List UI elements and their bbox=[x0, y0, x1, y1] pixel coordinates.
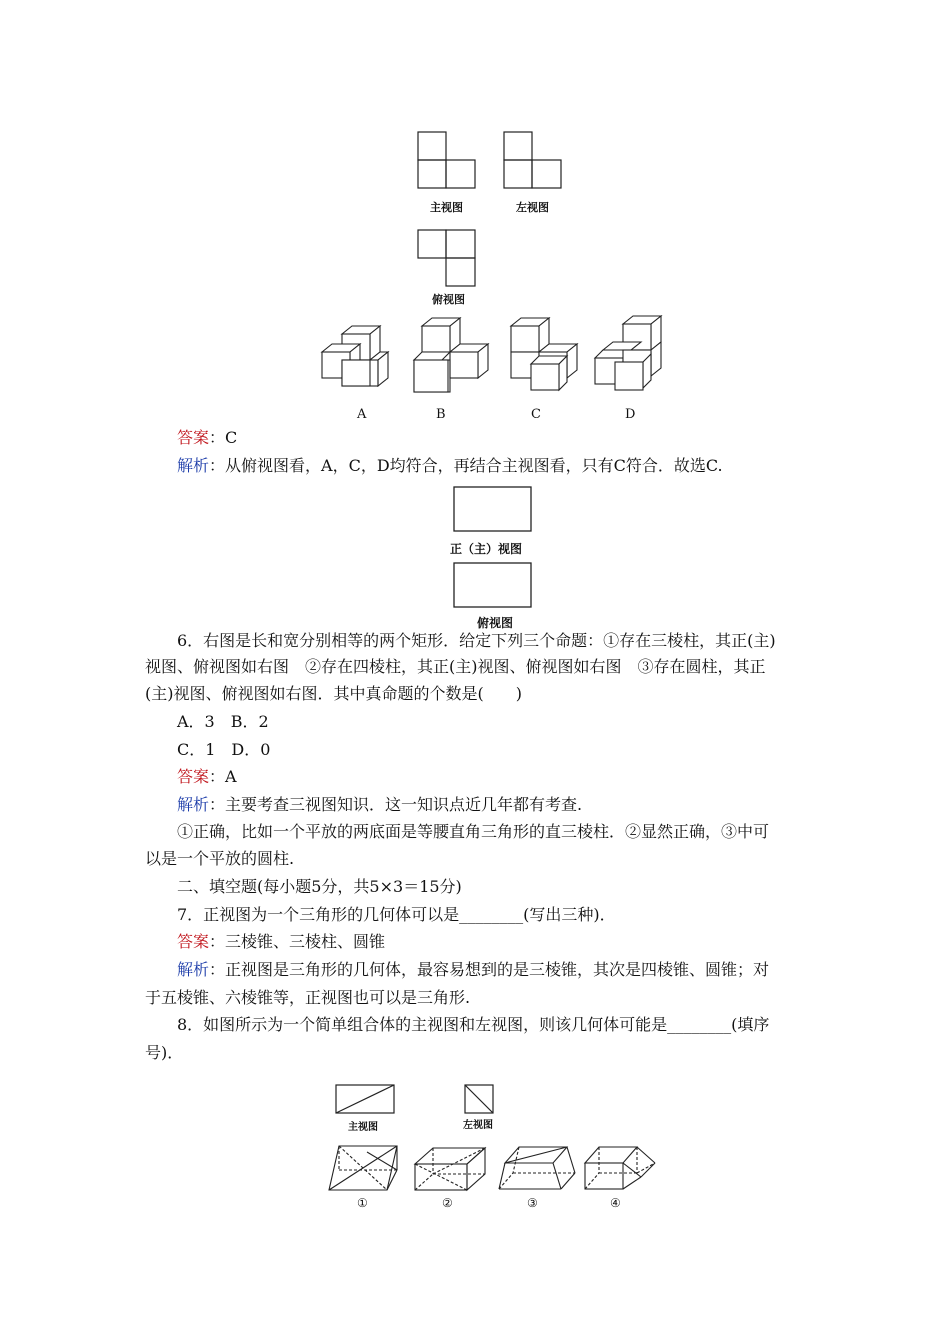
q5-option-b-label: B bbox=[436, 407, 446, 422]
q5-analysis bbox=[177, 455, 723, 477]
q5-front-label: 主视图 bbox=[430, 201, 463, 214]
q6-options-1: A．3 B．2 bbox=[177, 712, 269, 731]
q8-front-label: 主视图 bbox=[348, 1122, 378, 1133]
analysis-label: 解析 bbox=[177, 960, 210, 979]
q8-left-label: 左视图 bbox=[463, 1120, 493, 1131]
q5-front-view bbox=[417, 131, 477, 189]
q8-option-2-figure bbox=[413, 1144, 489, 1192]
q6-front-view bbox=[453, 486, 532, 532]
q7-analysis-line-2: 于五棱锥、六棱锥等，正视图也可以是三角形. bbox=[145, 988, 471, 1007]
q5-option-c-figure bbox=[509, 316, 581, 394]
q5-left-label: 左视图 bbox=[516, 201, 549, 214]
q5-option-c-label: C bbox=[531, 407, 541, 422]
q8-option-3-figure bbox=[497, 1143, 577, 1193]
analysis-label: 解析 bbox=[177, 795, 210, 814]
q5-left-view bbox=[503, 131, 563, 189]
q5-option-b-figure bbox=[412, 316, 492, 394]
q8-front-view bbox=[335, 1084, 395, 1114]
q6-answer-text: ：A bbox=[209, 767, 237, 786]
q5-top-label: 俯视图 bbox=[432, 293, 465, 306]
q7-question: 7．正视图为一个三角形的几何体可以是________(写出三种)． bbox=[177, 905, 616, 924]
section-2-heading: 二、填空题(每小题5分，共5×3＝15分) bbox=[177, 877, 462, 896]
q5-option-d-label: D bbox=[625, 407, 636, 422]
q8-option-1-label: ① bbox=[357, 1196, 368, 1210]
q6-line-3: (主)视图、俯视图如右图．其中真命题的个数是( ) bbox=[145, 684, 522, 703]
q7-answer bbox=[177, 931, 385, 953]
q7-analysis-text: ：正视图是三角形的几何体，最容易想到的是三棱锥，其次是四棱锥、圆锥；对 bbox=[209, 960, 770, 979]
q5-option-a-label: A bbox=[357, 407, 367, 422]
answer-label: 答案 bbox=[177, 428, 210, 447]
q6-options-2: C．1 D．0 bbox=[177, 740, 271, 759]
q8-line-2: 号)． bbox=[145, 1043, 184, 1062]
q5-answer bbox=[177, 427, 237, 449]
q6-analysis-line-2: ①正确，比如一个平放的两底面是等腰直角三角形的直三棱柱．②显然正确，③中可 bbox=[177, 822, 770, 841]
answer-label: 答案 bbox=[177, 767, 210, 786]
q6-top-label: 俯视图 bbox=[477, 616, 514, 630]
q6-line-2: 视图、俯视图如右图 ②存在四棱柱，其正(主)视图、俯视图如右图 ③存在圆柱，其正 bbox=[145, 657, 766, 676]
q8-option-1-figure bbox=[327, 1144, 401, 1192]
q8-option-2-label: ② bbox=[442, 1196, 453, 1210]
q8-line-1: 8．如图所示为一个简单组合体的主视图和左视图，则该几何体可能是________(填序 bbox=[177, 1015, 770, 1034]
q6-top-view bbox=[453, 562, 532, 608]
q8-option-3-label: ③ bbox=[527, 1196, 538, 1210]
q5-analysis-text: ：从俯视图看，A，C，D均符合，再结合主视图看，只有C符合．故选C. bbox=[209, 456, 723, 475]
q8-option-4-label: ④ bbox=[610, 1196, 621, 1210]
q6-line-1: 6．右图是长和宽分别相等的两个矩形．给定下列三个命题：①存在三棱柱，其正(主) bbox=[177, 631, 776, 650]
analysis-label: 解析 bbox=[177, 456, 210, 475]
q7-answer-text: ：三棱锥、三棱柱、圆锥 bbox=[209, 932, 386, 951]
q8-left-view bbox=[464, 1084, 494, 1114]
q8-option-4-figure bbox=[583, 1143, 659, 1193]
q6-answer bbox=[177, 766, 237, 788]
q6-analysis-text: ：主要考查三视图知识．这一知识点近几年都有考查. bbox=[209, 795, 583, 814]
q5-option-d-figure bbox=[593, 314, 665, 394]
q7-analysis bbox=[177, 959, 769, 981]
q5-answer-text: ：C bbox=[209, 428, 238, 447]
q6-analysis-line-3: 以是一个平放的圆柱. bbox=[145, 849, 295, 868]
q5-option-a-figure bbox=[320, 322, 392, 394]
q6-analysis bbox=[177, 794, 582, 816]
q5-top-view bbox=[417, 229, 477, 287]
answer-label: 答案 bbox=[177, 932, 210, 951]
q6-front-label: 正（主）视图 bbox=[450, 542, 523, 556]
